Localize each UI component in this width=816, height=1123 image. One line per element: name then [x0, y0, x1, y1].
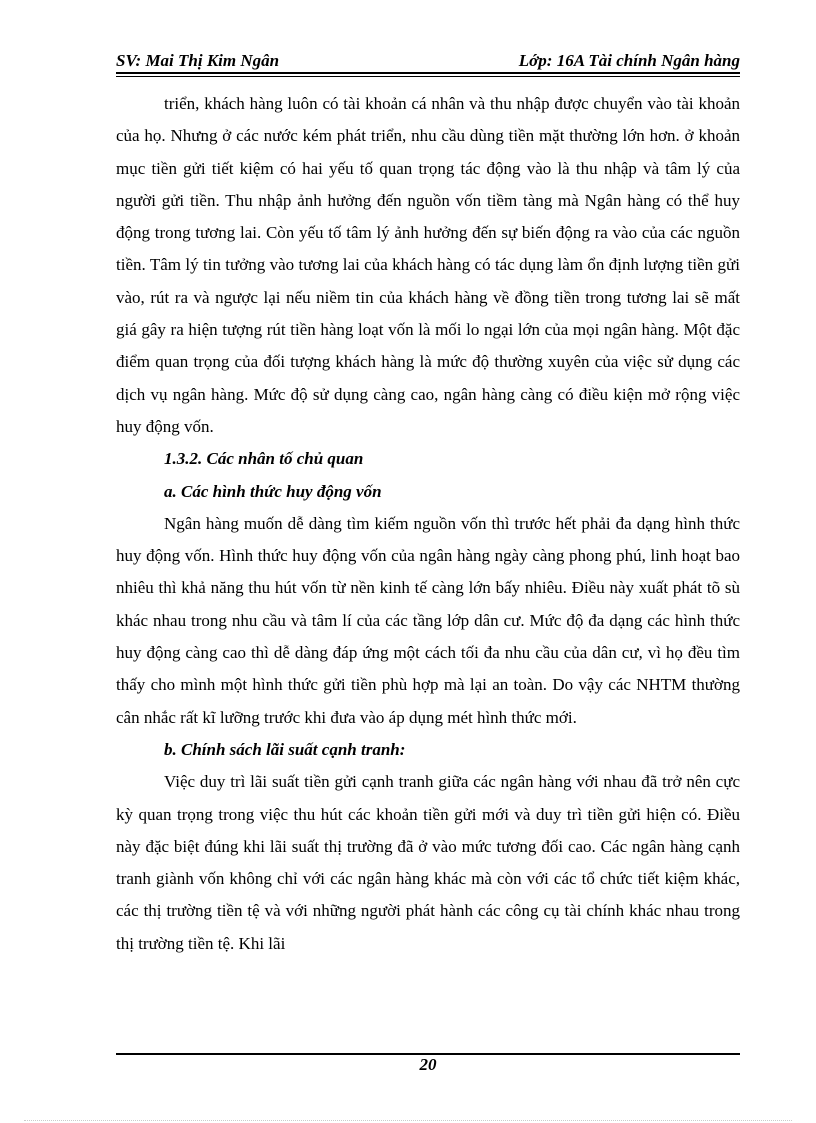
paragraph-1: triển, khách hàng luôn có tài khoản cá nhân và thu nhập được chuyển vào tài khoản của họ. Nhưng ở các nước kém phát triển, nhu cầu dùng tiền mặt thường lớn hơn. ở khoản mục tiền gửi tiết kiệm có hai yếu tố quan trọng tác động vào là thu nhập và tâm lý của người gửi tiền. Thu nhập ảnh hưởng đến nguồn vốn tiềm tàng mà Ngân hàng có thể huy động trong tương lai. Còn yếu tố tâm lý ảnh hưởng đến sự biến động ra vào của các nguồn tiền. Tâm lý tin tưởng vào tương lai của khách hàng có tác dụng làm ổn định lượng tiền gửi vào, rút ra và ngược lại nếu niềm tin của khách hàng về đồng tiền trong tương lai sẽ mất giá gây ra hiện tượng rút tiền hàng loạt vốn là mối lo ngại lớn của mọi ngân hàng. Một đặc điểm quan trọng của đối tượng khách hàng là mức độ thường xuyên của việc sử dụng các dịch vụ ngân hàng. Mức độ sử dụng càng cao, ngân hàng càng có điều kiện mở rộng việc huy động vốn. [116, 94, 740, 436]
page-body [116, 88, 740, 960]
header-student-name: SV: Mai Thị Kim Ngân [116, 51, 280, 70]
paragraph-2: Ngân hàng muốn dễ dàng tìm kiếm nguồn vốn thì trước hết phải đa dạng hình thức huy động vốn. Hình thức huy động vốn của ngân hàng ngày càng phong phú, linh hoạt bao nhiêu thì khả năng thu hút vốn từ nền kinh tế càng lớn bấy nhiêu. Điều này xuất phát tõ sù khác nhau trong nhu cầu và tâm lí của các tầng lớp dân cư. Mức độ đa dạng các hình thức huy động càng cao thì dễ dàng đáp ứng một cách tối đa nhu cầu của dân cư, vì họ đều tìm thấy cho mình một hình thức gửi tiền phù hợp mà lại an toàn. Do vậy các NHTM thường cân nhắc rất kĩ lưỡng trước khi đưa vào áp dụng mét hình thức mới. [116, 513, 740, 727]
header-class-name: Lớp: 16A Tài chính Ngân hàng [518, 51, 740, 70]
paragraph-3: Việc duy trì lãi suất tiền gửi cạnh tranh giữa các ngân hàng với nhau đã trở nên cực kỳ quan trọng trong việc thu hút các khoản tiền gửi mới và duy trì tiền gửi hiện có. Điều này đặc biệt đúng khi lãi suất thị trường đã ở vào mức tương đối cao. Các ngân hàng cạnh tranh giành vốn không chỉ với các ngân hàng khác mà còn với các tổ chức tiết kiệm khác, các thị trường tiền tệ và với những người phát hành các công cụ tài chính khác nhau trong thị trường tiền tệ. Khi lãi [116, 772, 740, 953]
subsection-heading-a: a. Các hình thức huy động vốn [164, 481, 382, 501]
subsection-heading-b: b. Chính sách lãi suất cạnh tranh: [164, 739, 406, 759]
header-rule-thick [116, 72, 740, 74]
page-bottom-border [24, 1120, 792, 1121]
header-rule-thin [116, 76, 740, 77]
page-number: 20 [419, 1055, 437, 1074]
page-header [116, 50, 740, 72]
section-heading-1-3-2: 1.3.2. Các nhân tố chủ quan [164, 449, 364, 469]
